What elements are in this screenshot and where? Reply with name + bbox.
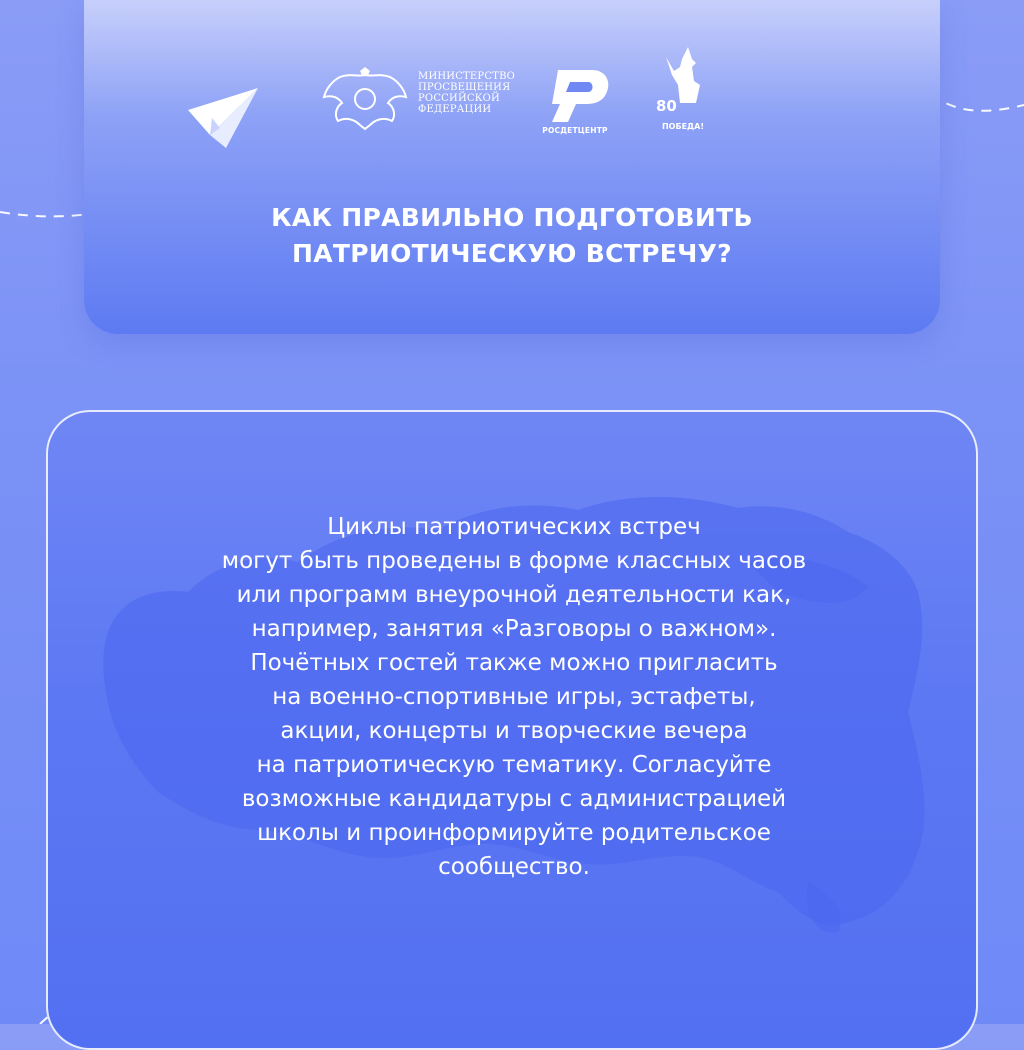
- page-title: [84, 200, 940, 272]
- ministry-name: [418, 71, 515, 115]
- body-line: например, занятия «Разговоры о важном».: [251, 616, 777, 642]
- body-line: могут быть проведены в форме классных часов: [221, 548, 807, 574]
- pobeda-label: ПОБЕДА!: [661, 122, 705, 131]
- ministry-line: МИНИСТЕРСТВО: [418, 71, 516, 82]
- state-emblem-icon: [320, 67, 410, 133]
- body-line: Почётных гостей также можно пригласить: [250, 650, 778, 676]
- rosdetcenter-logo: [530, 60, 620, 140]
- rosdetcenter-label: РОСДЕТЦЕНТР: [542, 126, 608, 135]
- body-line: акции, концерты и творческие вечера: [280, 718, 748, 744]
- body-line: школы и проинформируйте родительское: [257, 820, 771, 846]
- body-line: возможные кандидатуры с администрацией: [241, 786, 787, 812]
- body-line: на военно-спортивные игры, эстафеты,: [272, 684, 756, 710]
- pobeda-number: 80: [656, 97, 677, 115]
- ministry-line: ФЕДЕРАЦИИ: [418, 104, 492, 115]
- body-line: Циклы патриотических встреч: [327, 514, 701, 540]
- pobeda-logo: [652, 45, 714, 141]
- motherland-statue-icon: [652, 45, 714, 105]
- body-line: сообщество.: [438, 854, 590, 880]
- header-logos: [320, 45, 720, 145]
- body-line: или программ внеурочной деятельности как,: [236, 582, 792, 608]
- body-text: [48, 510, 978, 884]
- ministry-line: ПРОСВЕЩЕНИЯ: [418, 82, 511, 93]
- ministry-line: РОССИЙСКОЙ: [418, 93, 500, 104]
- rosdetcenter-logo-icon: [530, 60, 620, 126]
- title-line: КАК ПРАВИЛЬНО ПОДГОТОВИТЬ: [271, 203, 753, 232]
- title-line: ПАТРИОТИЧЕСКУЮ ВСТРЕЧУ?: [292, 239, 732, 268]
- content-card: [46, 410, 978, 1050]
- body-line: на патриотическую тематику. Согласуйте: [256, 752, 772, 778]
